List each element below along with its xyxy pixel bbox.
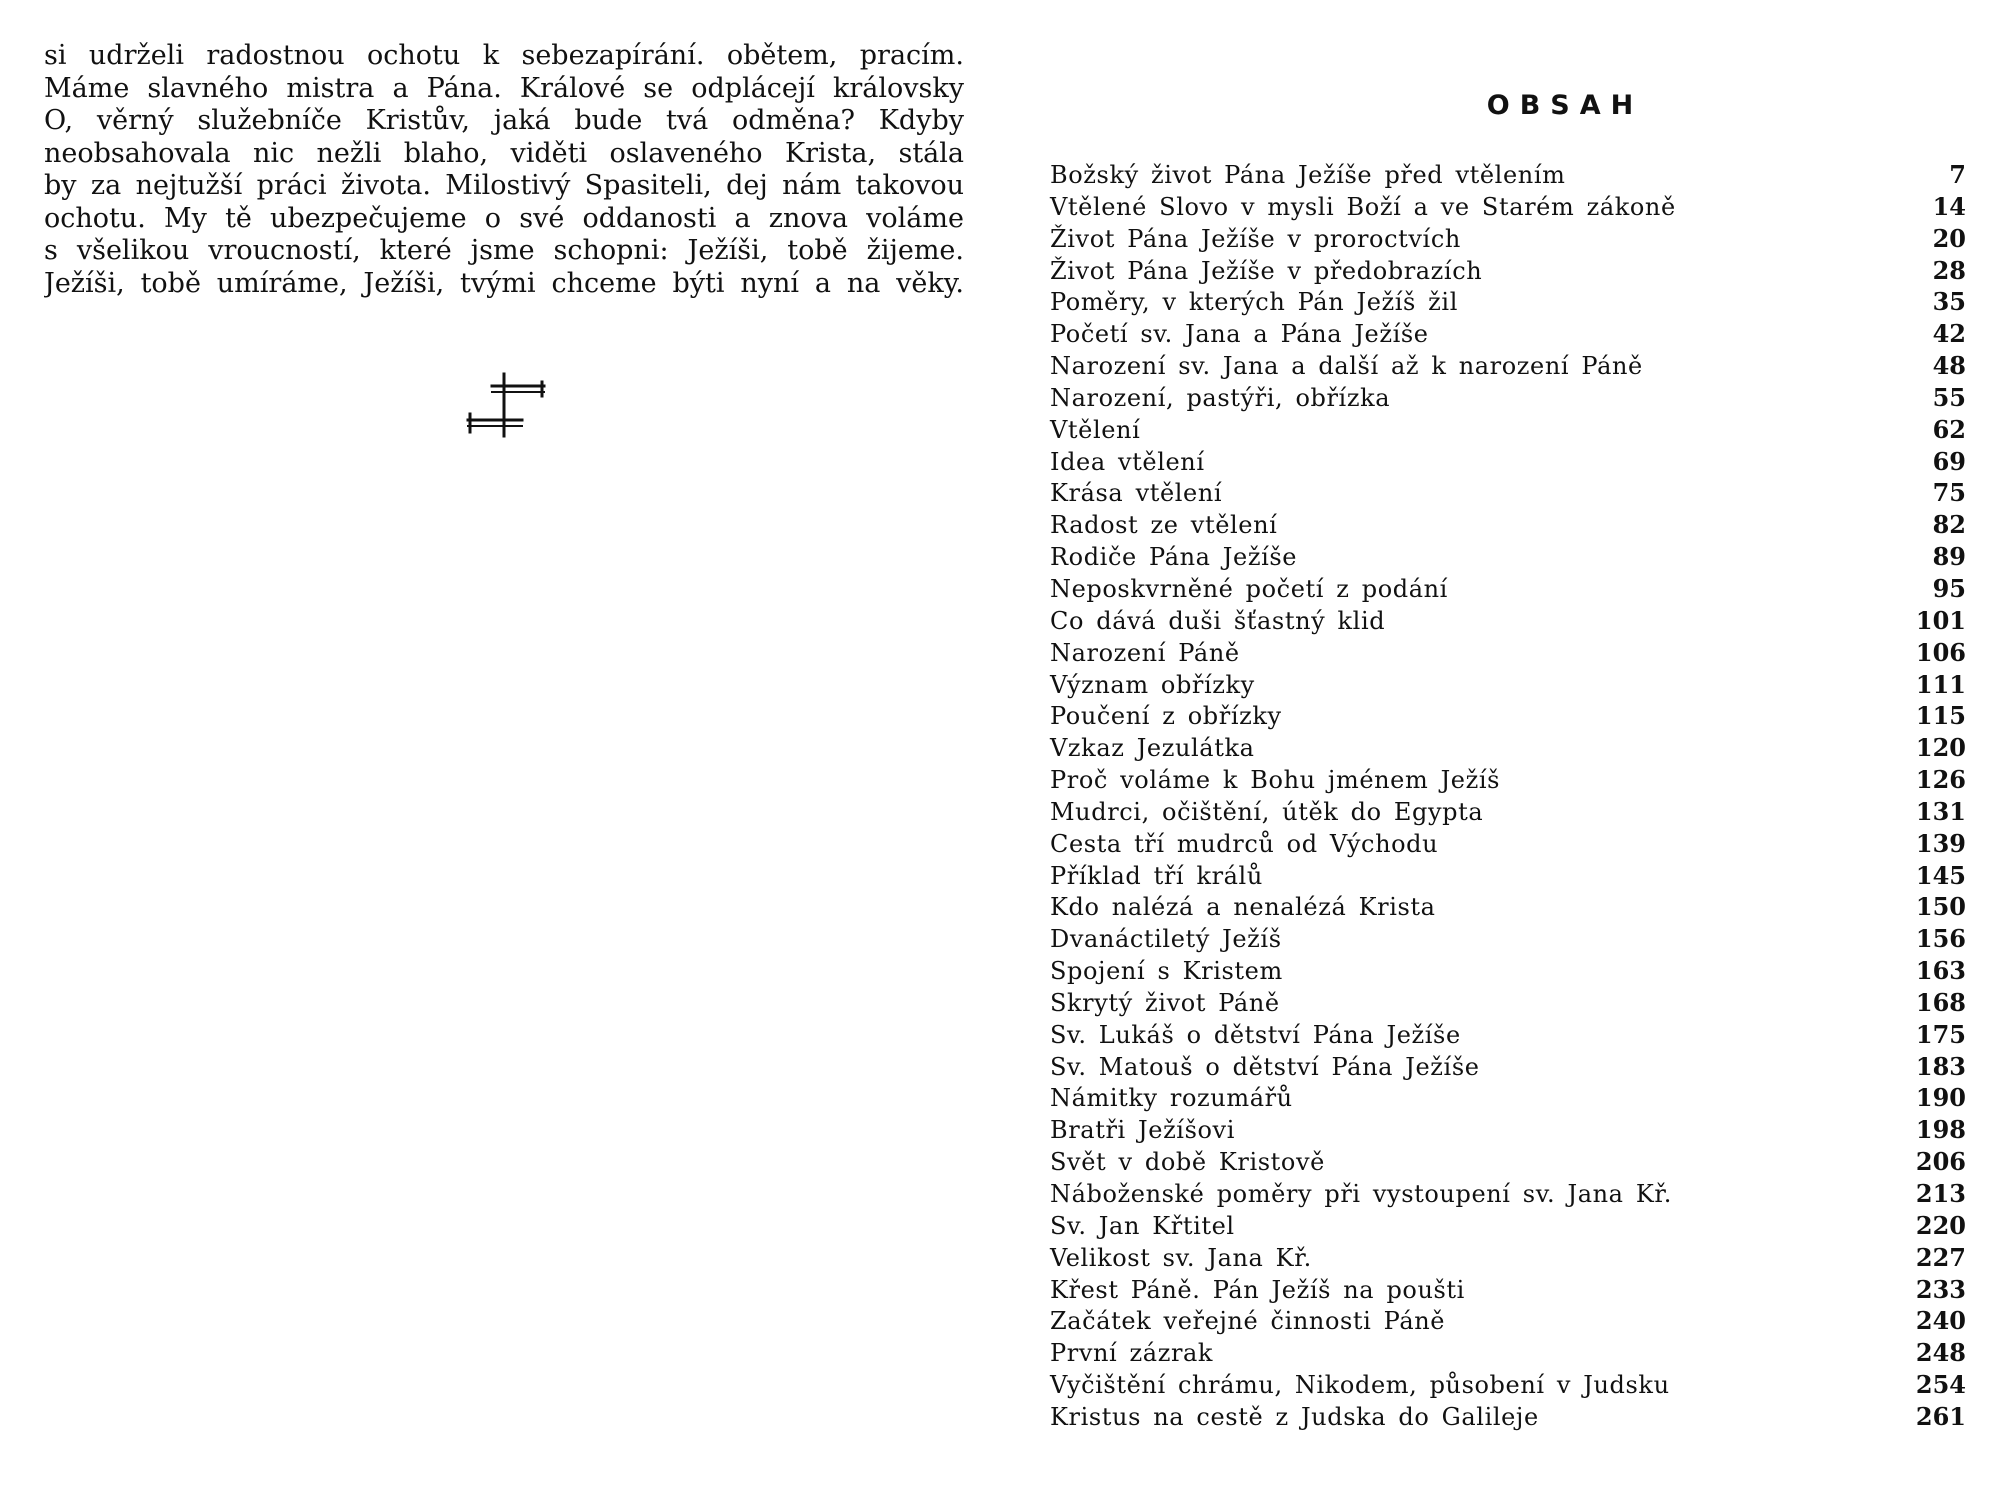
toc-entry-label: Početí sv. Jana a Pána Ježíše bbox=[1050, 320, 1429, 349]
toc-entry-label: Idea vtělení bbox=[1050, 447, 1205, 476]
toc-entry-page: 75 bbox=[1932, 478, 1966, 508]
toc-entry-page: 240 bbox=[1915, 1306, 1966, 1336]
toc-entry-label: Křest Páně. Pán Ježíš na poušti bbox=[1050, 1275, 1465, 1304]
toc-entry bbox=[1050, 446, 1970, 478]
toc-entry bbox=[1050, 223, 1970, 255]
toc-entry-page: 198 bbox=[1915, 1115, 1966, 1145]
toc-entry-page: 213 bbox=[1915, 1179, 1966, 1208]
toc-title: OBSAH bbox=[1486, 90, 1644, 121]
toc-entry bbox=[1050, 828, 1970, 860]
toc-entry-label: Svět v době Kristově bbox=[1050, 1148, 1325, 1177]
toc-entry-label: Bratři Ježíšovi bbox=[1050, 1116, 1235, 1145]
toc-entry-page: 126 bbox=[1915, 765, 1966, 795]
toc-entry-label: Skrytý život Páně bbox=[1050, 988, 1280, 1017]
toc-entry-label: Sv. Lukáš o dětství Pána Ježíše bbox=[1050, 1020, 1461, 1049]
toc-entry-label: Sv. Jan Křtitel bbox=[1050, 1211, 1235, 1240]
toc-entry-label: Kristus na cestě z Judska do Galileje bbox=[1050, 1402, 1539, 1431]
toc-entry bbox=[1050, 732, 1970, 764]
toc-entry-label: Vzkaz Jezulátka bbox=[1050, 734, 1255, 763]
toc-entry bbox=[1050, 955, 1970, 987]
toc-entry bbox=[1050, 159, 1970, 191]
toc-entry-page: 95 bbox=[1932, 573, 1966, 603]
paragraph-line: by za nejtužší práci života. Milostivý Spasiteli, dej nám takovou bbox=[44, 170, 964, 201]
toc-entry bbox=[1050, 796, 1970, 828]
toc-entry bbox=[1050, 1146, 1970, 1178]
toc-entry bbox=[1050, 382, 1970, 414]
toc-entry bbox=[1050, 477, 1970, 509]
toc-entry bbox=[1050, 1019, 1970, 1051]
toc-entry bbox=[1050, 509, 1970, 541]
toc-entry bbox=[1050, 987, 1970, 1019]
toc-entry-page: 163 bbox=[1915, 956, 1966, 986]
toc-entry bbox=[1050, 255, 1970, 287]
toc-entry bbox=[1050, 1369, 1970, 1401]
toc-entry bbox=[1050, 764, 1970, 796]
toc-entry bbox=[1050, 1242, 1970, 1274]
toc-entry bbox=[1050, 637, 1970, 669]
toc-entry-page: 101 bbox=[1915, 605, 1966, 635]
toc-entry bbox=[1050, 1051, 1970, 1083]
toc-entry-label: Poučení z obřízky bbox=[1050, 702, 1282, 731]
table-of-contents bbox=[1050, 90, 1970, 1433]
toc-entry-label: Dvanáctiletý Ježíš bbox=[1050, 925, 1282, 954]
toc-entry-label: První zázrak bbox=[1050, 1339, 1214, 1368]
toc-entry-page: 111 bbox=[1915, 669, 1966, 699]
toc-entry-label: Cesta tří mudrců od Východu bbox=[1050, 829, 1439, 858]
toc-entry-label: Neposkvrněné početí z podání bbox=[1050, 574, 1448, 603]
toc-entry-label: Božský život Pána Ježíše před vtělením bbox=[1050, 161, 1566, 189]
toc-entry-label: Námitky rozumářů bbox=[1050, 1084, 1293, 1113]
toc-entry-label: Narození Páně bbox=[1050, 638, 1240, 667]
toc-entry bbox=[1050, 669, 1970, 701]
toc-entry-page: 7 bbox=[1949, 160, 1966, 189]
toc-entry-page: 120 bbox=[1915, 733, 1966, 763]
toc-entry-label: Narození sv. Jana a další až k narození Páně bbox=[1050, 352, 1643, 381]
toc-entry bbox=[1050, 318, 1970, 350]
toc-entry-page: 35 bbox=[1932, 287, 1966, 317]
toc-entry bbox=[1050, 191, 1970, 223]
toc-entry-label: Život Pána Ježíše v proroctvích bbox=[1050, 224, 1461, 253]
toc-entry-label: Velikost sv. Jana Kř. bbox=[1050, 1243, 1312, 1272]
toc-entry-page: 69 bbox=[1932, 446, 1966, 476]
toc-entry-page: 62 bbox=[1932, 414, 1966, 444]
toc-entry-label: Vtělené Slovo v mysli Boží a ve Starém zákoně bbox=[1050, 192, 1676, 221]
toc-entry-page: 55 bbox=[1932, 382, 1966, 412]
toc-entry-label: Narození, pastýři, obřízka bbox=[1050, 383, 1391, 412]
toc-entry-page: 175 bbox=[1915, 1019, 1966, 1049]
toc-entry-page: 115 bbox=[1915, 701, 1966, 731]
paragraph-line: O, věrný služebníče Kristův, jaká bude tvá odměna? Kdyby bbox=[44, 105, 964, 136]
toc-entry bbox=[1050, 350, 1970, 382]
closing-paragraph bbox=[44, 40, 964, 300]
toc-entry-page: 20 bbox=[1932, 223, 1966, 253]
toc-entry-page: 28 bbox=[1932, 255, 1966, 285]
toc-entry-page: 206 bbox=[1915, 1147, 1966, 1177]
toc-entry bbox=[1050, 1401, 1970, 1433]
paragraph-line: neobsahovala nic nežli blaho, viděti oslaveného Krista, stála bbox=[44, 137, 964, 169]
toc-entry-label: Co dává duši šťastný klid bbox=[1050, 606, 1386, 635]
toc-entry-page: 233 bbox=[1915, 1274, 1966, 1304]
toc-entry bbox=[1050, 923, 1970, 955]
toc-entry bbox=[1050, 1274, 1970, 1306]
toc-entry bbox=[1050, 1305, 1970, 1337]
toc-entry-label: Význam obřízky bbox=[1050, 670, 1255, 699]
toc-entry-label: Poměry, v kterých Pán Ježíš žil bbox=[1050, 288, 1458, 317]
toc-entry-page: 168 bbox=[1915, 987, 1966, 1017]
toc-entry-page: 248 bbox=[1915, 1338, 1966, 1368]
toc-entry bbox=[1050, 541, 1970, 573]
toc-entry-page: 131 bbox=[1915, 796, 1966, 826]
toc-entry-label: Proč voláme k Bohu jménem Ježíš bbox=[1050, 766, 1501, 795]
paragraph-line: si udrželi radostnou ochotu k sebezapírání. obětem, pracím. bbox=[44, 40, 964, 71]
toc-entry-page: 254 bbox=[1915, 1370, 1966, 1400]
toc-entry-page: 82 bbox=[1932, 510, 1966, 540]
toc-entry-label: Kdo nalézá a nenalézá Krista bbox=[1050, 893, 1436, 922]
toc-entry-label: Vtělení bbox=[1050, 415, 1141, 444]
toc-entry-page: 227 bbox=[1915, 1242, 1966, 1272]
paragraph-line: s všelikou vroucností, které jsme schopni: Ježíši, tobě žijeme. bbox=[44, 235, 964, 266]
toc-entry bbox=[1050, 1114, 1970, 1146]
toc-entry bbox=[1050, 573, 1970, 605]
toc-entry bbox=[1050, 1210, 1970, 1242]
toc-entry-label: Spojení s Kristem bbox=[1050, 957, 1283, 986]
left-page bbox=[44, 40, 964, 300]
toc-entry-label: Vyčištění chrámu, Nikodem, působení v Judsku bbox=[1050, 1371, 1670, 1400]
toc-entry-label: Náboženské poměry při vystoupení sv. Jana Kř. bbox=[1050, 1180, 1673, 1208]
toc-entry-page: 145 bbox=[1915, 860, 1966, 890]
toc-entry-label: Krása vtělení bbox=[1050, 479, 1223, 508]
toc-entry-page: 139 bbox=[1915, 828, 1966, 858]
end-ornament-icon bbox=[466, 370, 546, 440]
toc-entry bbox=[1050, 1337, 1970, 1369]
toc-entry-page: 48 bbox=[1932, 351, 1966, 381]
toc-entry bbox=[1050, 605, 1970, 637]
toc-list bbox=[1050, 159, 1970, 1433]
toc-entry-page: 156 bbox=[1915, 924, 1966, 954]
toc-entry-page: 14 bbox=[1932, 191, 1966, 221]
toc-entry bbox=[1050, 860, 1970, 892]
toc-entry bbox=[1050, 1082, 1970, 1114]
toc-entry-label: Radost ze vtělení bbox=[1050, 511, 1278, 540]
toc-entry bbox=[1050, 700, 1970, 732]
paragraph-line: Máme slavného mistra a Pána. Králové se odplácejí královsky bbox=[44, 72, 964, 104]
toc-entry bbox=[1050, 286, 1970, 318]
toc-entry bbox=[1050, 891, 1970, 923]
paragraph-line: ochotu. My tě ubezpečujeme o své oddanosti a znova voláme bbox=[44, 202, 964, 234]
toc-entry-label: Mudrci, očištění, útěk do Egypta bbox=[1050, 797, 1484, 826]
toc-entry-label: Začátek veřejné činnosti Páně bbox=[1050, 1307, 1446, 1336]
toc-entry-page: 190 bbox=[1915, 1083, 1966, 1113]
toc-entry bbox=[1050, 1178, 1970, 1210]
toc-entry-label: Život Pána Ježíše v předobrazích bbox=[1050, 256, 1483, 285]
toc-entry-page: 183 bbox=[1915, 1051, 1966, 1081]
toc-entry-page: 42 bbox=[1932, 319, 1966, 349]
toc-entry-page: 150 bbox=[1915, 892, 1966, 922]
toc-entry-label: Příklad tří králů bbox=[1050, 861, 1263, 890]
toc-entry-page: 261 bbox=[1915, 1401, 1966, 1431]
toc-entry-page: 220 bbox=[1915, 1210, 1966, 1240]
toc-entry-page: 106 bbox=[1915, 637, 1966, 667]
toc-entry-page: 89 bbox=[1932, 542, 1966, 572]
toc-entry-label: Sv. Matouš o dětství Pána Ježíše bbox=[1050, 1052, 1480, 1081]
toc-entry-label: Rodiče Pána Ježíše bbox=[1050, 543, 1298, 572]
paragraph-line: Ježíši, tobě umíráme, Ježíši, tvými chceme býti nyní a na věky. bbox=[44, 267, 964, 299]
toc-entry bbox=[1050, 414, 1970, 446]
